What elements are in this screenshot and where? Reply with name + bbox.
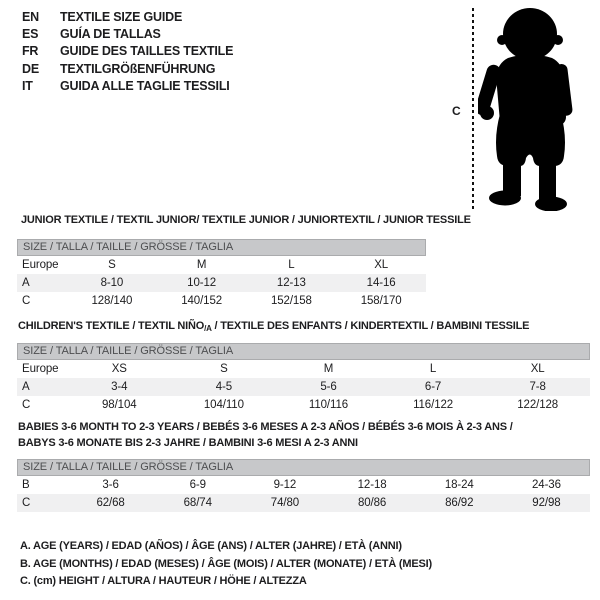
legend-footnotes [20,538,432,591]
junior-size-table [17,239,426,310]
size-header-bar: SIZE / TALLA / TAILLE / GRÖSSE / TAGLIA [17,343,590,360]
table-cell: M [323,363,334,375]
language-header [22,9,233,95]
footnote-c: C. (cm) HEIGHT / ALTURA / HAUTEUR / HÖHE / ALTEZZA [20,575,307,587]
lang-title: GUÍA DE TALLAS [60,27,161,42]
lang-title: GUIDE DES TAILLES TEXTILE [60,44,234,59]
height-dashed-line [472,8,474,210]
lang-code: EN [22,10,39,24]
table-cell: XS [111,363,127,375]
table-cell: XL [374,259,389,271]
table-cell: 128/140 [91,295,133,307]
table-cell: 12-18 [357,479,387,491]
lang-row-fr [22,43,233,60]
table-cell: 12-13 [276,277,306,289]
table-cell: 62/68 [96,497,125,509]
table-cell: 6-7 [424,381,442,393]
row-label: C [22,399,31,411]
table-row-europe [17,360,590,378]
children-title-prefix: CHILDREN'S TEXTILE / TEXTIL NIÑO [18,320,205,332]
babies-section-title-line1: BABIES 3-6 MONTH TO 2-3 YEARS / BEBÉS 3-6 MESES A 2-3 AÑOS / BÉBÉS 3-6 MOIS À 2-3 ANS / [18,421,513,433]
table-cell: 110/116 [308,399,349,411]
footnote-a: A. AGE (YEARS) / EDAD (AÑOS) / ÂGE (ANS) / ALTER (JAHRE) / ETÀ (ANNI) [20,540,402,552]
lang-code: FR [22,44,39,59]
table-cell: 68/74 [183,497,212,509]
table-cell: S [108,259,116,271]
row-label: C [22,295,31,307]
table-cell: 3-4 [111,381,128,393]
row-label: C [22,497,31,509]
table-cell: 5-6 [320,381,337,393]
table-cell: M [196,259,207,271]
lang-row-it [22,78,233,95]
row-label: A [22,277,30,289]
lang-title: GUIDA ALLE TAGLIE TESSILI [60,78,230,93]
lang-code: ES [22,27,39,42]
table-cell: 6-9 [189,479,206,491]
table-cell: 18-24 [444,479,474,491]
table-row-age-years [17,378,590,396]
table-cell: 8-10 [100,277,124,289]
table-cell: 92/98 [532,497,561,509]
baby-silhouette-icon [478,6,578,211]
row-label: Europe [22,259,59,271]
table-cell: 7-8 [529,381,546,393]
table-cell: 152/158 [270,295,312,307]
children-section-title [18,320,529,333]
size-header-bar: SIZE / TALLA / TAILLE / GRÖSSE / TAGLIA [17,239,426,256]
babies-section-title-line2: BABYS 3-6 MONATE BIS 2-3 JAHRE / BAMBINI 3-6 MESI A 2-3 ANNI [18,437,358,449]
table-cell: 86/92 [445,497,474,509]
table-cell: 104/110 [203,399,244,411]
table-row-age-years [17,274,426,292]
table-cell: 98/104 [102,399,137,411]
table-cell: 80/86 [357,497,387,509]
lang-row-de [22,61,233,78]
table-row-age-months [17,476,590,494]
table-cell: XL [530,363,545,375]
table-cell: L [288,259,295,271]
row-label: B [22,479,30,491]
junior-section-title: JUNIOR TEXTILE / TEXTIL JUNIOR/ TEXTILE JUNIOR / JUNIORTEXTIL / JUNIOR TESSILE [21,214,471,226]
table-cell: 74/80 [270,497,300,509]
footnote-b: B. AGE (MONTHS) / EDAD (MESES) / ÂGE (MOIS) / ALTER (MONATE) / ETÀ (MESI) [20,557,432,570]
table-cell: 10-12 [187,277,217,289]
table-cell: S [220,363,228,375]
table-row-height [17,292,426,310]
table-row-europe [17,256,426,274]
table-cell: 14-16 [366,277,396,289]
table-cell: 4-5 [215,381,233,393]
table-cell: 122/128 [517,399,559,411]
babies-size-table [17,459,590,512]
lang-title: TEXTILGRÖßENFÜHRUNG [60,61,216,76]
table-cell: 3-6 [102,479,119,491]
table-cell: 116/122 [413,399,454,411]
table-row-height [17,396,590,414]
children-title-subscript: /A [204,324,212,333]
size-header-bar: SIZE / TALLA / TAILLE / GRÖSSE / TAGLIA [17,459,590,476]
children-size-table [17,343,590,414]
table-cell: L [429,363,437,375]
table-cell: 140/152 [181,295,223,307]
lang-code: DE [22,61,39,76]
height-c-label: C [452,104,461,118]
row-label: Europe [22,363,59,375]
lang-row-en [22,9,233,26]
row-label: A [22,381,30,393]
lang-code: IT [22,78,33,93]
table-row-height [17,494,590,512]
table-cell: 158/170 [360,295,402,307]
table-cell: 9-12 [273,479,297,491]
table-cell: 24-36 [531,479,561,491]
lang-title: TEXTILE SIZE GUIDE [60,10,183,24]
lang-row-es [22,26,233,43]
children-title-suffix: / TEXTILE DES ENFANTS / KINDERTEXTIL / BAMBINI TESSILE [211,320,530,332]
